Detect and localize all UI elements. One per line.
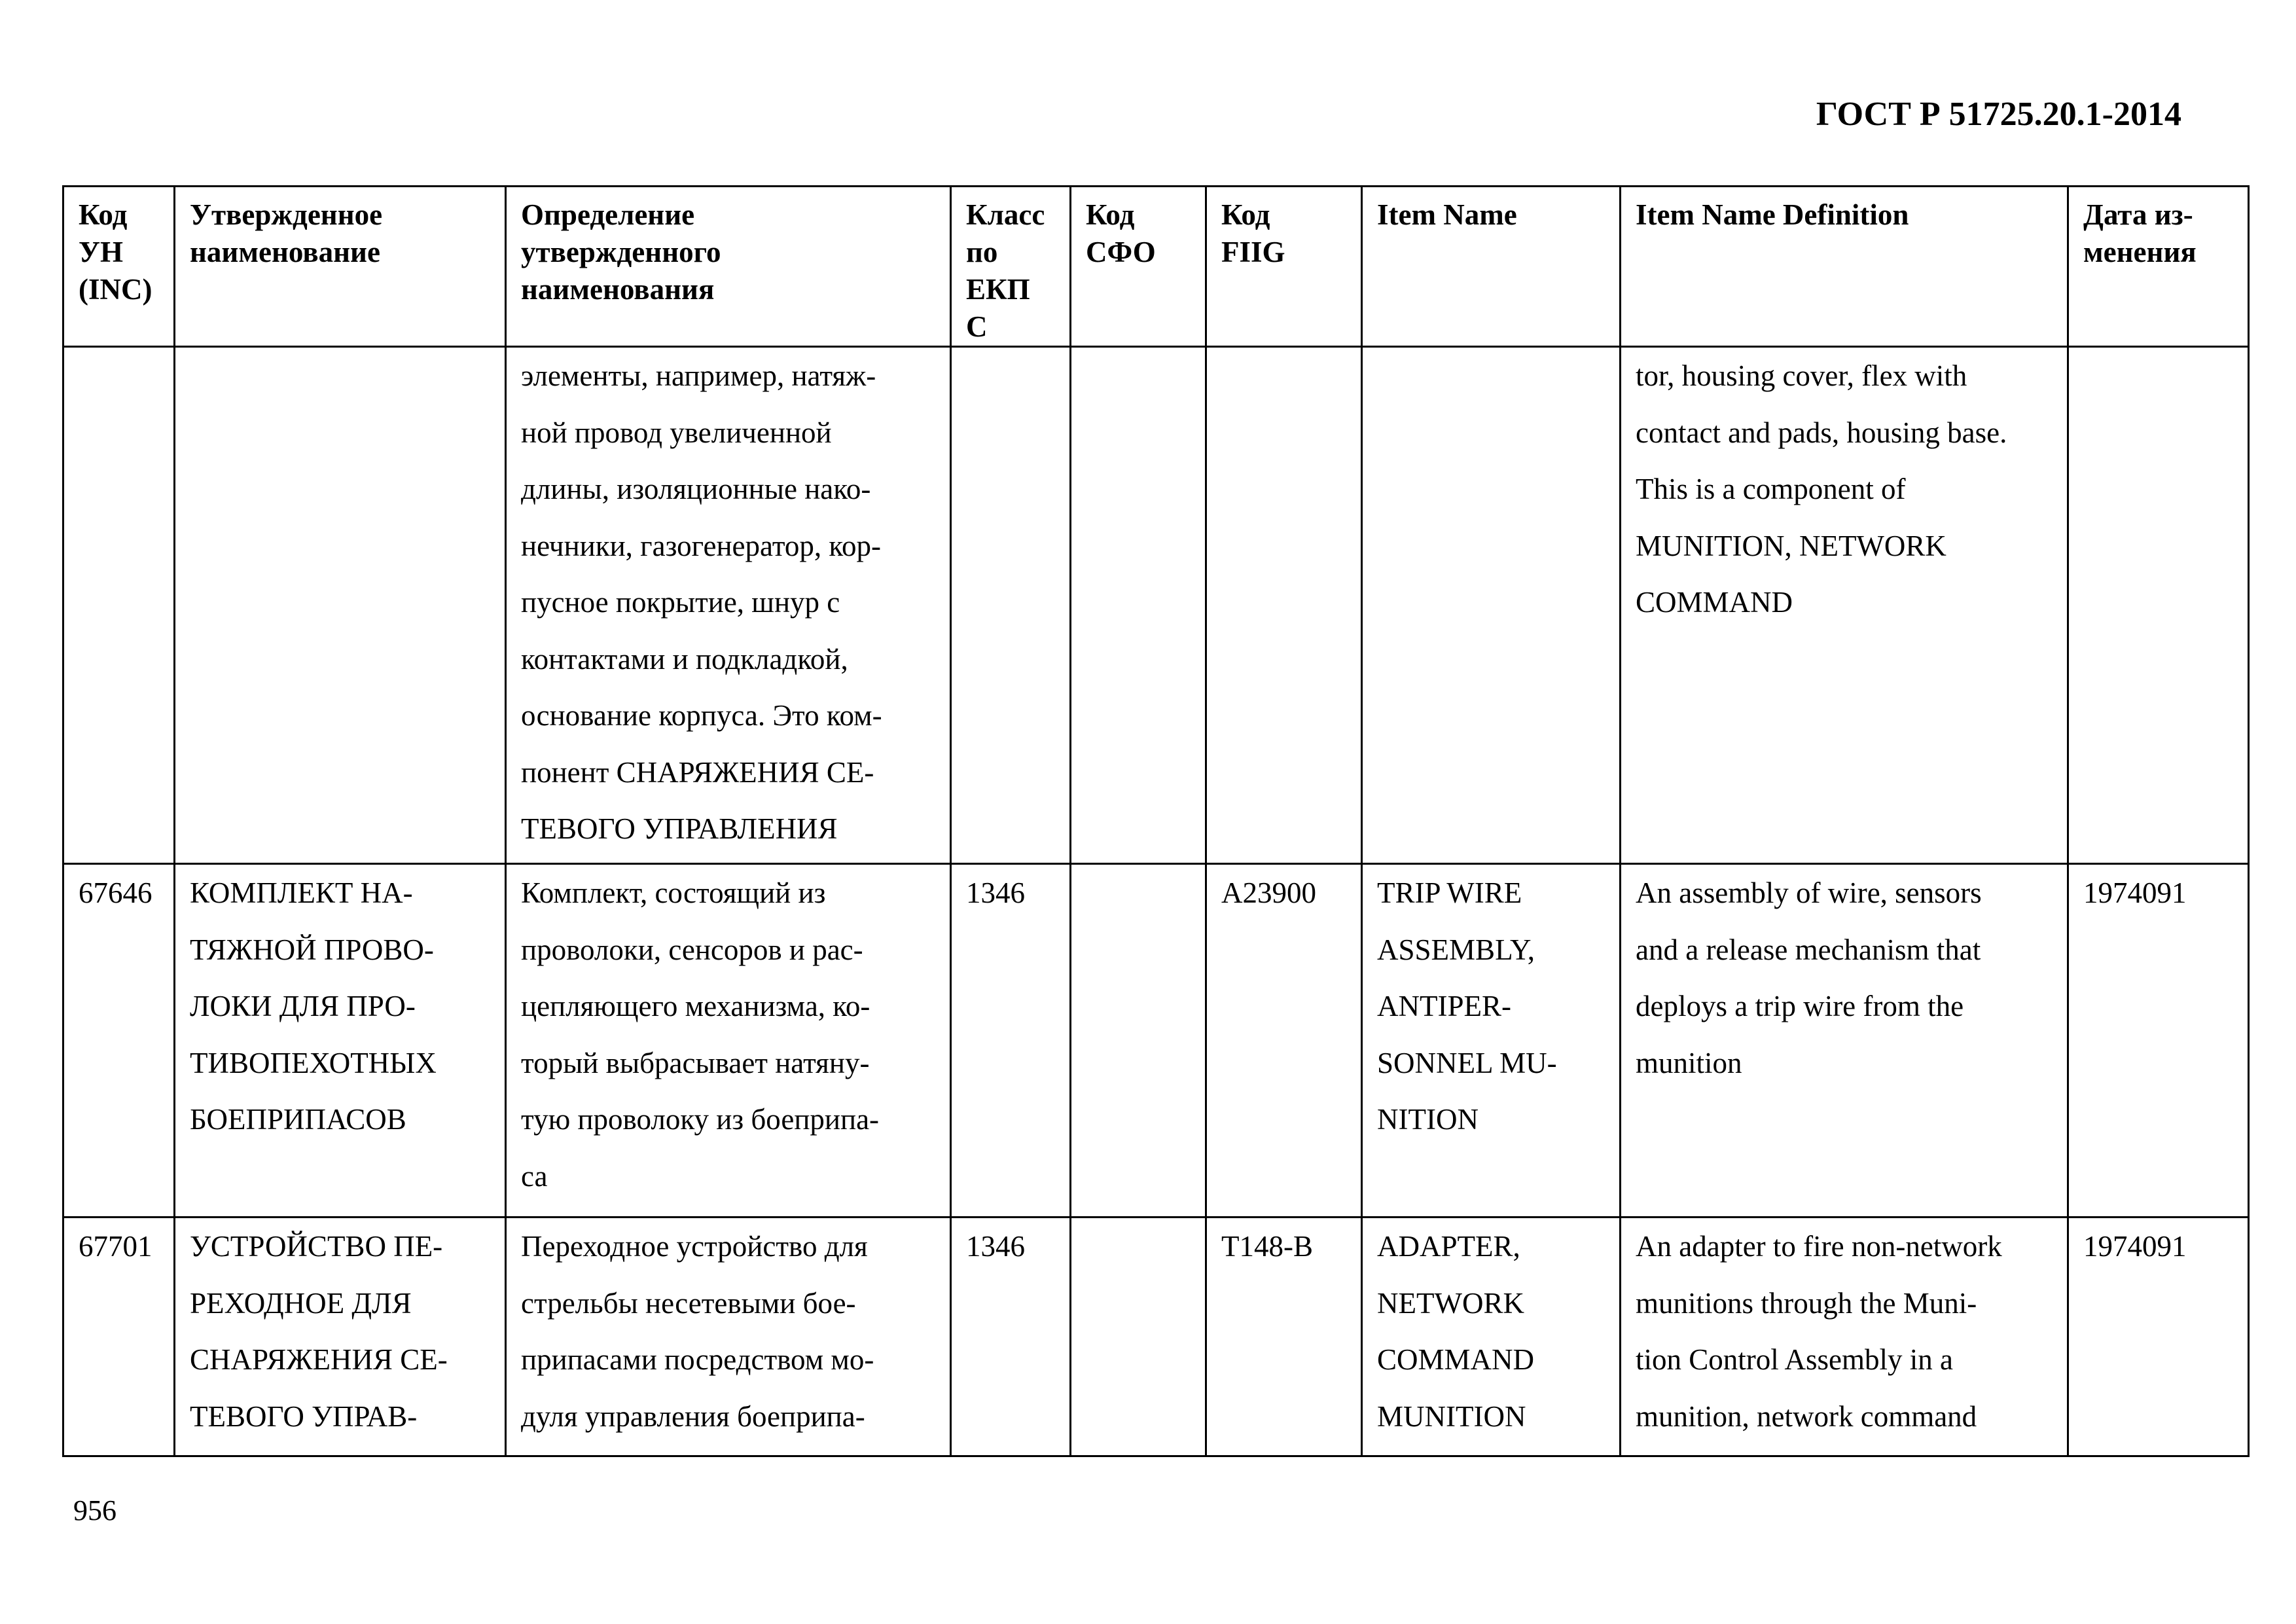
cell-change-date [2068,347,2249,864]
cell-ekps-class [951,347,1071,864]
catalog-table [62,185,2250,1457]
table-row [63,347,2249,864]
cell-item-name-definition: tor, housing cover, flex with contact and pads, housing base. This is a component of MUNITION, NETWORK COMMAND [1621,347,2068,864]
document-header: ГОСТ Р 51725.20.1-2014 [1816,96,2181,133]
cell-name-definition: элементы, например, натяж- ной провод увеличенной длины, изоляционные нако- нечники, газогенератор, кор- пусное покрытие, шнур с контактами и подкладкой, основание корпуса. Это ком- понент СНАРЯЖЕНИЯ СЕ- ТЕВОГО УПРАВЛЕНИЯ [506,347,951,864]
cell-sfo-code [1071,347,1206,864]
cell-item-name: ADAPTER, NETWORK COMMAND MUNITION [1362,1218,1621,1456]
cell-change-date: 1974091 [2068,1218,2249,1456]
page-number: 956 [73,1494,117,1526]
cell-fiig-code: T148-B [1206,1218,1362,1456]
header-change-date: Дата из- менения [2068,187,2249,347]
cell-item-name [1362,347,1621,864]
header-item-name: Item Name [1362,187,1621,347]
cell-fiig-code: A23900 [1206,864,1362,1218]
header-name-definition: Определение утвержденного наименования [506,187,951,347]
cell-ekps-class: 1346 [951,864,1071,1218]
cell-sfo-code [1071,1218,1206,1456]
cell-name-definition: Переходное устройство для стрельбы несетевыми бое- припасами посредством мо- дуля управления боеприпа- [506,1218,951,1456]
cell-approved-name: КОМПЛЕКТ НА- ТЯЖНОЙ ПРОВО- ЛОКИ ДЛЯ ПРО- ТИВОПЕХОТНЫХ БОЕПРИПАСОВ [175,864,506,1218]
cell-inc-code: 67701 [63,1218,175,1456]
header-item-name-definition: Item Name Definition [1621,187,2068,347]
table-header-row [63,187,2249,347]
cell-ekps-class: 1346 [951,1218,1071,1456]
header-approved-name: Утвержденное наименование [175,187,506,347]
cell-approved-name [175,347,506,864]
cell-inc-code [63,347,175,864]
cell-name-definition: Комплект, состоящий из проволоки, сенсоров и рас- цепляющего механизма, ко- торый выбрасывает натяну- тую проволоку из боеприпа- са [506,864,951,1218]
header-inc-code: Код УН (INC) [63,187,175,347]
header-fiig-code: Код FIIG [1206,187,1362,347]
cell-item-name: TRIP WIRE ASSEMBLY, ANTIPER- SONNEL MU- NITION [1362,864,1621,1218]
cell-item-name-definition: An adapter to fire non-network munitions through the Muni- tion Control Assembly in a munition, network command [1621,1218,2068,1456]
cell-fiig-code [1206,347,1362,864]
cell-item-name-definition: An assembly of wire, sensors and a release mechanism that deploys a trip wire from the munition [1621,864,2068,1218]
cell-sfo-code [1071,864,1206,1218]
cell-change-date: 1974091 [2068,864,2249,1218]
cell-approved-name: УСТРОЙСТВО ПЕ- РЕХОДНОЕ ДЛЯ СНАРЯЖЕНИЯ СЕ- ТЕВОГО УПРАВ- [175,1218,506,1456]
header-ekps-class: Класс по ЕКП С [951,187,1071,347]
table-row [63,864,2249,1218]
header-sfo-code: Код СФО [1071,187,1206,347]
table-row [63,1218,2249,1456]
cell-inc-code: 67646 [63,864,175,1218]
